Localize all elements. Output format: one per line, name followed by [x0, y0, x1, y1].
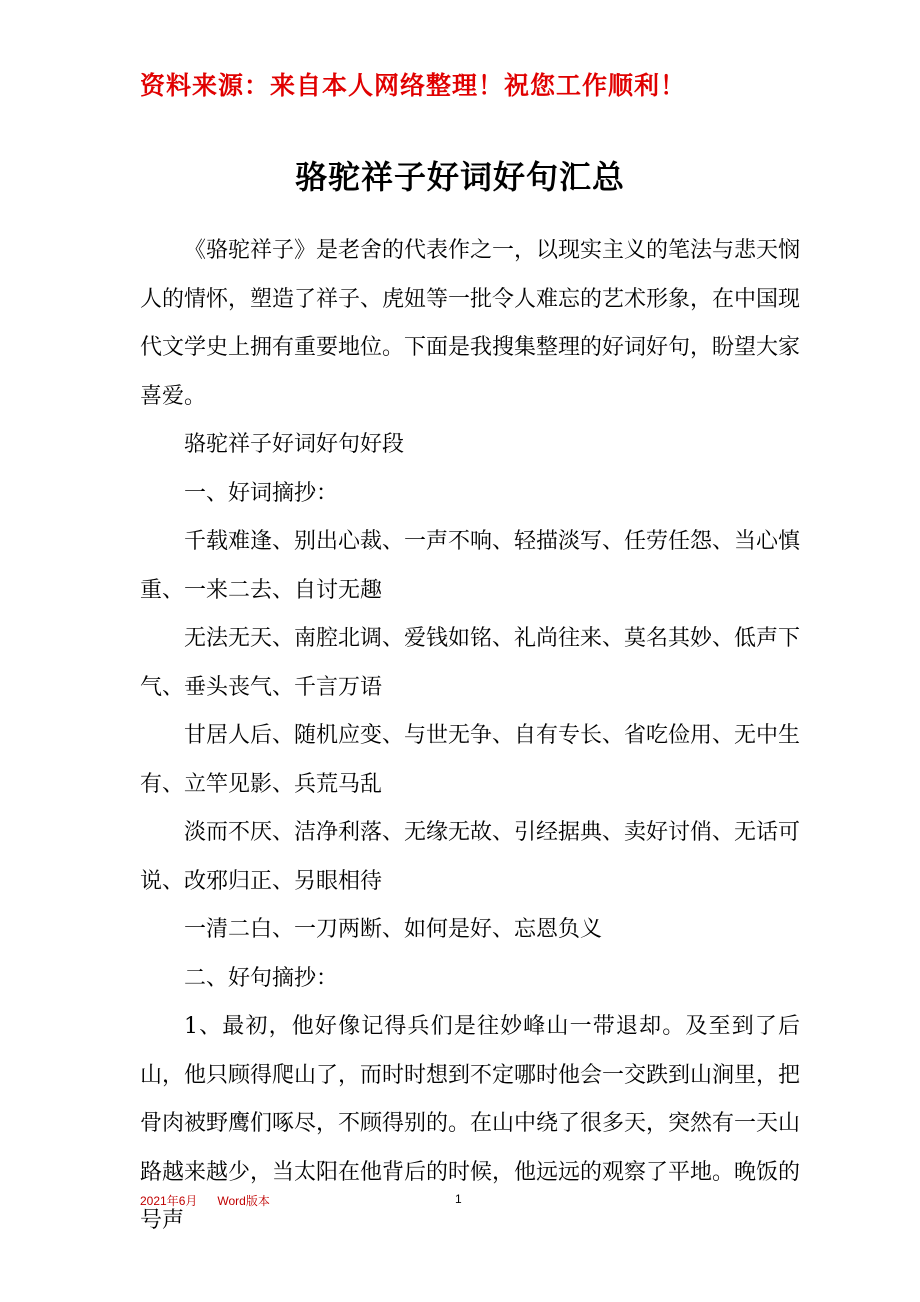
word-list-paragraph: 甘居人后、随机应变、与世无争、自有专长、省吃俭用、无中生有、立竿见影、兵荒马乱 [140, 723, 801, 797]
word-list-paragraph: 无法无天、南腔北调、爱钱如铭、礼尚往来、莫名其妙、低声下气、垂头丧气、千言万语 [140, 626, 801, 700]
word-list-paragraph: 淡而不厌、洁净利落、无缘无故、引经据典、卖好讨俏、无话可说、改邪归正、另眼相待 [140, 820, 801, 894]
document-body [140, 227, 800, 1246]
subsection-heading-words: 一、好词摘抄： [184, 480, 339, 506]
section-heading: 骆驼祥子好词好句好段 [184, 432, 405, 457]
footer-date: 2021年6月 [140, 1194, 198, 1208]
word-list-paragraph: 一清二白、一刀两断、如何是好、忘恩负义 [184, 917, 603, 942]
word-list-paragraph: 千载难逢、别出心裁、一声不响、轻描淡写、任劳任怨、当心慎重、一来二去、自讨无趣 [140, 529, 801, 603]
footer-info [140, 1192, 270, 1209]
footer-version: Word版本 [217, 1194, 270, 1208]
source-banner: 资料来源：来自本人网络整理！祝您工作顺利！ [140, 71, 687, 100]
subsection-heading-sentences: 二、好句摘抄： [184, 965, 339, 991]
document-title: 骆驼祥子好词好句汇总 [294, 158, 625, 196]
intro-paragraph: 《骆驼祥子》是老舍的代表作之一，以现实主义的笔法与悲天悯人的情怀，塑造了祥子、虎妞等一批令人难忘的艺术形象，在中国现代文学史上拥有重要地位。下面是我搜集整理的好词好句，盼望大家喜爱。 [140, 238, 801, 409]
sentence-paragraph: 1、最初，他好像记得兵们是往妙峰山一带退却。及至到了后山，他只顾得爬山了，而时时想到不定哪时他会一交跌到山涧里，把骨肉被野鹰们啄尽，不顾得别的。在山中绕了很多天，突然有一天山路越来越少，当太阳在他背后的时候，他远远的观察了平地。晚饭的号声 [140, 1014, 801, 1233]
page-number: 1 [455, 1192, 462, 1206]
